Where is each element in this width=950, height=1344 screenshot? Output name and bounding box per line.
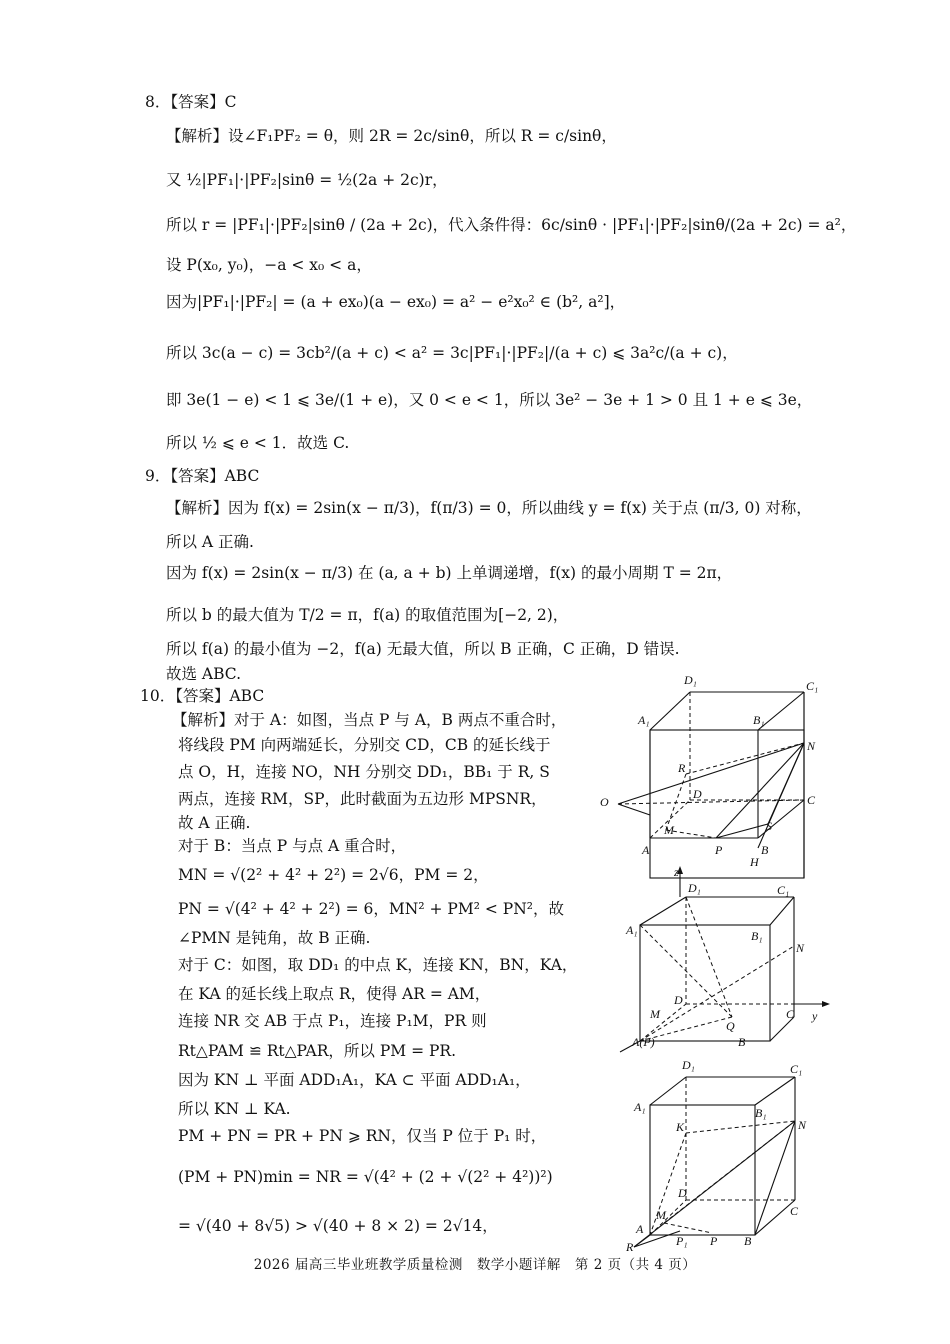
analysis-9-line3: 因为 f(x) = 2sin(x − π/3) 在 (a, a + b) 上单调递增，f(x) 的最小周期 T = 2π， [166,564,733,582]
fig1-label-B1: B₁ [753,713,765,727]
analysis-10-line1: 【解析】对于 A：如图，当点 P 与 A，B 两点不重合时， [172,711,567,729]
fig2-label-B: B [738,1035,746,1049]
analysis-10-line18: = √(40 + 8√5) > √(40 + 8 × 2) = 2√14， [178,1217,498,1235]
fig2-label-z: z [674,865,679,879]
analysis-8-line3: 所以 r = |PF₁|·|PF₂|sinθ / (2a + 2c)，代入条件得：6c/sinθ · |PF₁|·|PF₂|sinθ/(2a + 2c) = a²， [166,216,857,234]
analysis-8-line8: 所以 ½ ⩽ e < 1．故选 C. [166,434,350,452]
fig3-label-M: M [656,1208,666,1222]
fig1-label-D1: D₁ [684,673,697,687]
page-footer: 2026 届高三毕业班教学质量检测 数学小题详解 第 2 页（共 4 页） [253,1257,697,1273]
analysis-10-line8: PN = √(4² + 4² + 2²) = 6，MN² + PM² < PN²，故 [178,900,564,918]
analysis-9-line1: 【解析】因为 f(x) = 2sin(x − π/3)，f(π/3) = 0，所以曲线 y = f(x) 关于点 (π/3, 0) 对称， [166,499,812,517]
analysis-10-line5: 故 A 正确. [178,814,251,832]
analysis-10-line12: 连接 NR 交 AB 于点 P₁，连接 P₁M，PR 则 [178,1012,487,1030]
fig3-label-D: D [678,1186,687,1200]
fig2-label-Q: Q [726,1019,735,1033]
analysis-10-line9: ∠PMN 是钝角，故 B 正确. [178,929,371,947]
fig3-label-B1: B₁ [755,1106,767,1120]
analysis-10-line3: 点 O，H，连接 NO，NH 分别交 DD₁，BB₁ 于 R, S [178,763,550,781]
fig1-label-S: S [766,819,772,833]
fig1-label-M: M [664,823,674,837]
fig1-label-O: O [600,795,609,809]
analysis-10-line2: 将线段 PM 向两端延长，分别交 CD，CB 的延长线于 [178,736,551,754]
fig1-label-P: P [715,843,723,857]
fig2-label-AP: A(P) [632,1035,655,1049]
fig1-label-R: R [678,761,686,775]
analysis-8-line4: 设 P(x₀, y₀)，−a < x₀ < a， [166,256,372,274]
analysis-9-line6: 故选 ABC. [166,665,242,683]
analysis-10-line6: 对于 B：当点 P 与点 A 重合时， [178,837,407,855]
cube-figure-2 [612,862,852,1052]
fig2-label-M: M [650,1007,660,1021]
fig2-label-C: C [786,1007,795,1021]
fig2-label-N: N [796,941,805,955]
analysis-10-line11: 在 KA 的延长线上取点 R，使得 AR = AM， [178,985,491,1003]
analysis-9-line4: 所以 b 的最大值为 T/2 = π，f(a) 的取值范围为[−2, 2)， [166,606,569,624]
analysis-8-line6: 所以 3c(a − c) = 3cb²/(a + c) < a² = 3c|PF₁|·|PF₂|/(a + c) ⩽ 3a²c/(a + c)， [166,344,738,362]
fig3-label-A: A [636,1222,644,1236]
answer-8: 8．【答案】C [145,93,237,111]
analysis-10-line4: 两点，连接 RM，SP，此时截面为五边形 MPSNR， [178,790,547,808]
analysis-9-line5: 所以 f(a) 的最小值为 −2，f(a) 无最大值，所以 B 正确，C 正确，D 错误. [166,640,680,658]
fig3-label-C: C [790,1204,799,1218]
fig1-label-C: C [807,793,816,807]
fig2-label-y: y [812,1009,818,1023]
analysis-10-line14: 因为 KN ⊥ 平面 ADD₁A₁，KA ⊂ 平面 ADD₁A₁， [178,1071,531,1089]
fig2-label-D1: D₁ [688,881,701,895]
analysis-10-line10: 对于 C：如图，取 DD₁ 的中点 K，连接 KN，BN，KA， [178,956,578,974]
fig1-label-A1: A₁ [638,713,650,727]
fig1-label-C1: C₁ [806,679,819,693]
fig3-label-P1: P₁ [676,1234,688,1248]
analysis-8-line7: 即 3e(1 − e) < 1 ⩽ 3e/(1 + e)，又 0 < e < 1，所以 3e² − 3e + 1 > 0 且 1 + e ⩽ 3e， [166,391,813,409]
fig1-label-N: N [807,739,816,753]
fig1-label-A: A [642,843,650,857]
answer-9: 9．【答案】ABC [145,467,260,485]
analysis-8-line5: 因为|PF₁|·|PF₂| = (a + ex₀)(a − ex₀) = a² − e²x₀² ∈ (b², a²]， [166,293,626,311]
cube-figure-1 [598,670,838,869]
analysis-10-line15: 所以 KN ⊥ KA. [178,1100,291,1118]
fig1-label-B: B [761,843,769,857]
fig3-label-C1: C₁ [790,1062,803,1076]
analysis-8-line2: 又 ½|PF₁|·|PF₂|sinθ = ½(2a + 2c)r， [166,171,448,189]
analysis-10-line7: MN = √(2² + 4² + 2²) = 2√6，PM = 2， [178,866,489,884]
fig1-label-H: H [750,855,759,869]
fig3-label-K: K [676,1120,685,1134]
fig2-label-C1: C₁ [777,883,790,897]
analysis-10-line13: Rt△PAM ≌ Rt△PAR，所以 PM = PR. [178,1042,457,1060]
fig3-label-N: N [798,1118,807,1132]
analysis-10-line17: (PM + PN)min = NR = √(4² + (2 + √(2² + 4²))²) [178,1168,553,1186]
fig3-label-P: P [710,1234,718,1248]
analysis-10-line16: PM + PN = PR + PN ⩾ RN，仅当 P 位于 P₁ 时， [178,1127,547,1145]
fig2-label-D: D [674,993,683,1007]
fig3-label-D1: D₁ [682,1058,695,1072]
fig2-label-B1: B₁ [751,929,763,943]
fig3-label-B: B [744,1234,752,1248]
fig3-label-R: R [626,1240,634,1254]
analysis-8-line1: 【解析】设∠F₁PF₂ = θ，则 2R = 2c/sinθ，所以 R = c/sinθ， [166,127,617,145]
cube-figure-3 [620,1055,850,1254]
fig3-label-A1: A₁ [634,1100,646,1114]
answer-10: 10．【答案】ABC [140,687,265,705]
analysis-9-line2: 所以 A 正确. [166,533,254,551]
fig1-label-D: D [693,787,702,801]
fig2-label-A1: A₁ [626,923,638,937]
